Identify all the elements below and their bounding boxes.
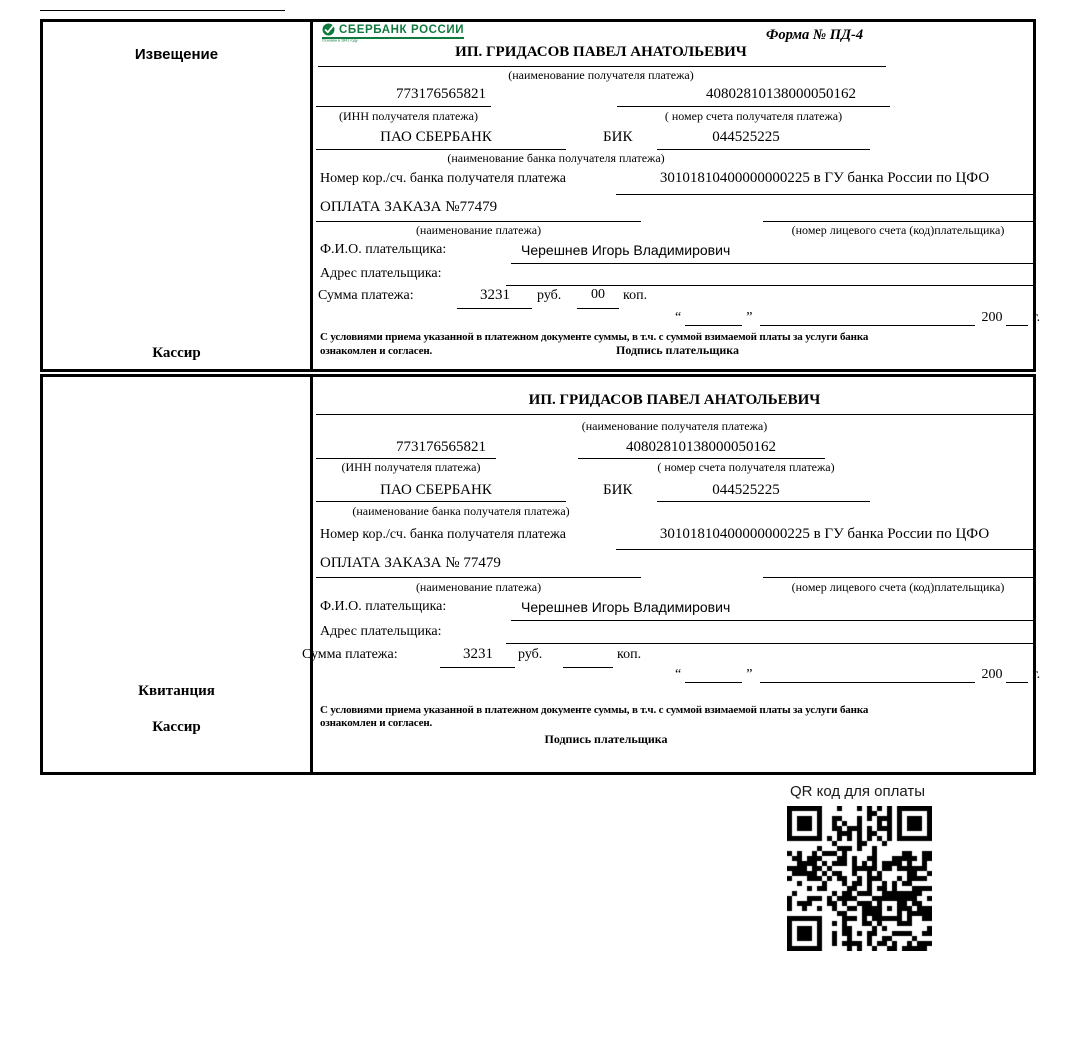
cashier-label: Кассир — [152, 719, 201, 735]
inn-value: 773176565821 — [396, 439, 486, 455]
payment-purpose: ОПЛАТА ЗАКАЗА №77479 — [320, 199, 498, 215]
year-suffix: г. — [1032, 310, 1041, 325]
corr-label: Номер кор./сч. банка получателя платежа — [320, 527, 566, 542]
inn-value: 773176565821 — [396, 86, 486, 102]
fill-line — [318, 66, 886, 67]
amount-label: Сумма платежа: — [302, 647, 398, 662]
recipient-name: ИП. ГРИДАСОВ ПАВЕЛ АНАТОЛЬЕВИЧ — [528, 392, 821, 408]
fill-line — [457, 308, 532, 309]
receipt-side-column — [43, 377, 313, 772]
fill-line — [316, 221, 641, 222]
corr-value: 30101810400000000225 в ГУ банка России по ЦФО — [659, 526, 990, 542]
kop-label: коп. — [623, 288, 648, 303]
qr-code — [787, 806, 932, 951]
fill-line — [316, 414, 1033, 415]
caption-personal-account: (номер лицевого счета (код)плательщика) — [791, 223, 1005, 237]
sberbank-logo-row — [322, 23, 464, 39]
quote-close: ” — [746, 310, 753, 325]
recipient-name: ИП. ГРИДАСОВ ПАВЕЛ АНАТОЛЬЕВИЧ — [455, 44, 747, 60]
quote-open: “ — [675, 667, 682, 682]
payer-name-value: Черешнев Игорь Владимирович — [521, 242, 731, 258]
date-day-line — [685, 669, 742, 683]
fill-line — [563, 667, 613, 668]
bik-label: БИК — [603, 482, 633, 498]
date-day-line — [685, 312, 742, 326]
fill-line — [511, 263, 1033, 264]
year-line — [1006, 669, 1028, 683]
bank-name: ПАО СБЕРБАНК — [380, 482, 492, 498]
date-month-line — [760, 669, 975, 683]
cashier-label: Кассир — [152, 345, 201, 361]
amount-label: Сумма платежа: — [318, 288, 414, 303]
caption-personal-account: (номер лицевого счета (код)плательщика) — [791, 580, 1005, 594]
fill-line — [657, 501, 870, 502]
account-value: 40802810138000050162 — [626, 439, 776, 455]
quote-close: ” — [746, 667, 753, 682]
agreement-line2: ознакомлен и согласен. — [320, 717, 433, 729]
fill-line — [506, 643, 1033, 644]
caption-bank: (наименование банка получателя платежа) — [352, 504, 570, 518]
qr-label: QR код для оплаты — [790, 783, 926, 800]
notice-section — [40, 19, 1041, 372]
sberbank-logo — [322, 23, 464, 45]
receipt-label: Квитанция — [138, 683, 215, 699]
year-suffix: г. — [1032, 667, 1041, 682]
fill-line — [316, 149, 566, 150]
caption-payment: (наименование платежа) — [415, 223, 542, 237]
notice-main-column — [316, 22, 1041, 369]
caption-recipient: (наименование получателя платежа) — [508, 68, 694, 82]
payment-purpose: ОПЛАТА ЗАКАЗА № 77479 — [320, 555, 501, 571]
amount-kop-value: 00 — [591, 287, 605, 302]
corr-value: 30101810400000000225 в ГУ банка России по ЦФО — [659, 170, 990, 186]
top-edge-line — [40, 10, 285, 11]
payer-name-value: Черешнев Игорь Владимирович — [521, 599, 731, 615]
rub-label: руб. — [537, 288, 562, 303]
signature-label: Подпись плательщика — [544, 732, 668, 746]
amount-rub-value: 3231 — [480, 287, 510, 303]
caption-inn: (ИНН получателя платежа) — [339, 109, 478, 123]
receipt-section — [40, 374, 1041, 775]
caption-account: ( номер счета получателя платежа) — [657, 460, 835, 474]
fill-line — [616, 194, 1033, 195]
year-line — [1006, 312, 1028, 326]
notice-side-column — [43, 22, 313, 369]
year-prefix: 200 — [981, 310, 1003, 325]
caption-account: ( номер счета получателя платежа) — [664, 109, 843, 123]
fill-line — [763, 221, 1033, 222]
fill-line — [657, 149, 870, 150]
amount-rub-value: 3231 — [463, 646, 493, 662]
fill-line — [506, 285, 1033, 286]
rub-label: руб. — [518, 647, 543, 662]
corr-label: Номер кор./сч. банка получателя платежа — [320, 171, 566, 186]
caption-recipient: (наименование получателя платежа) — [581, 419, 768, 433]
sberbank-logo-text: СБЕРБАНК РОССИИ — [339, 23, 465, 36]
fill-line — [578, 458, 825, 459]
agreement-line1: С условиями приема указанной в платежном документе суммы, в т.ч. с суммой взимаемой платы за услуги банка — [320, 331, 869, 343]
fill-line — [511, 620, 1033, 621]
payer-name-label: Ф.И.О. плательщика: — [320, 599, 447, 614]
receipt-main-column — [302, 377, 1041, 772]
account-value: 40802810138000050162 — [706, 86, 856, 102]
fill-line — [616, 549, 1033, 550]
fill-line — [316, 501, 566, 502]
signature-label: Подпись плательщика — [616, 343, 739, 357]
bik-value: 044525225 — [712, 482, 780, 498]
sberbank-logo-subtitle: Основан в 1841 году — [322, 39, 358, 43]
payer-name-label: Ф.И.О. плательщика: — [320, 242, 447, 257]
notice-label: Извещение — [134, 46, 219, 63]
fill-line — [617, 106, 890, 107]
date-line — [673, 667, 1042, 683]
bik-value: 044525225 — [712, 129, 780, 145]
fill-line — [316, 458, 496, 459]
quote-open: “ — [675, 310, 682, 325]
agreement-line2: ознакомлен и согласен. — [320, 345, 433, 357]
kop-label: коп. — [617, 647, 642, 662]
date-month-line — [760, 312, 975, 326]
caption-inn: (ИНН получателя платежа) — [341, 460, 481, 474]
payer-address-label: Адрес плательщика: — [320, 266, 442, 281]
payer-address-label: Адрес плательщика: — [320, 624, 442, 639]
fill-line — [316, 106, 491, 107]
caption-bank: (наименование банка получателя платежа) — [447, 151, 665, 165]
fill-line — [763, 577, 1033, 578]
sberbank-logo-icon — [322, 23, 335, 36]
agreement-line1: С условиями приема указанной в платежном документе суммы, в т.ч. с суммой взимаемой платы за услуги банка — [320, 704, 869, 716]
bank-name: ПАО СБЕРБАНК — [380, 129, 492, 145]
form-number: Форма № ПД-4 — [766, 27, 864, 43]
bik-label: БИК — [603, 129, 633, 145]
fill-line — [440, 667, 515, 668]
caption-payment: (наименование платежа) — [415, 580, 542, 594]
date-line — [673, 310, 1042, 326]
year-prefix: 200 — [981, 667, 1003, 682]
fill-line — [577, 308, 619, 309]
fill-line — [316, 577, 641, 578]
